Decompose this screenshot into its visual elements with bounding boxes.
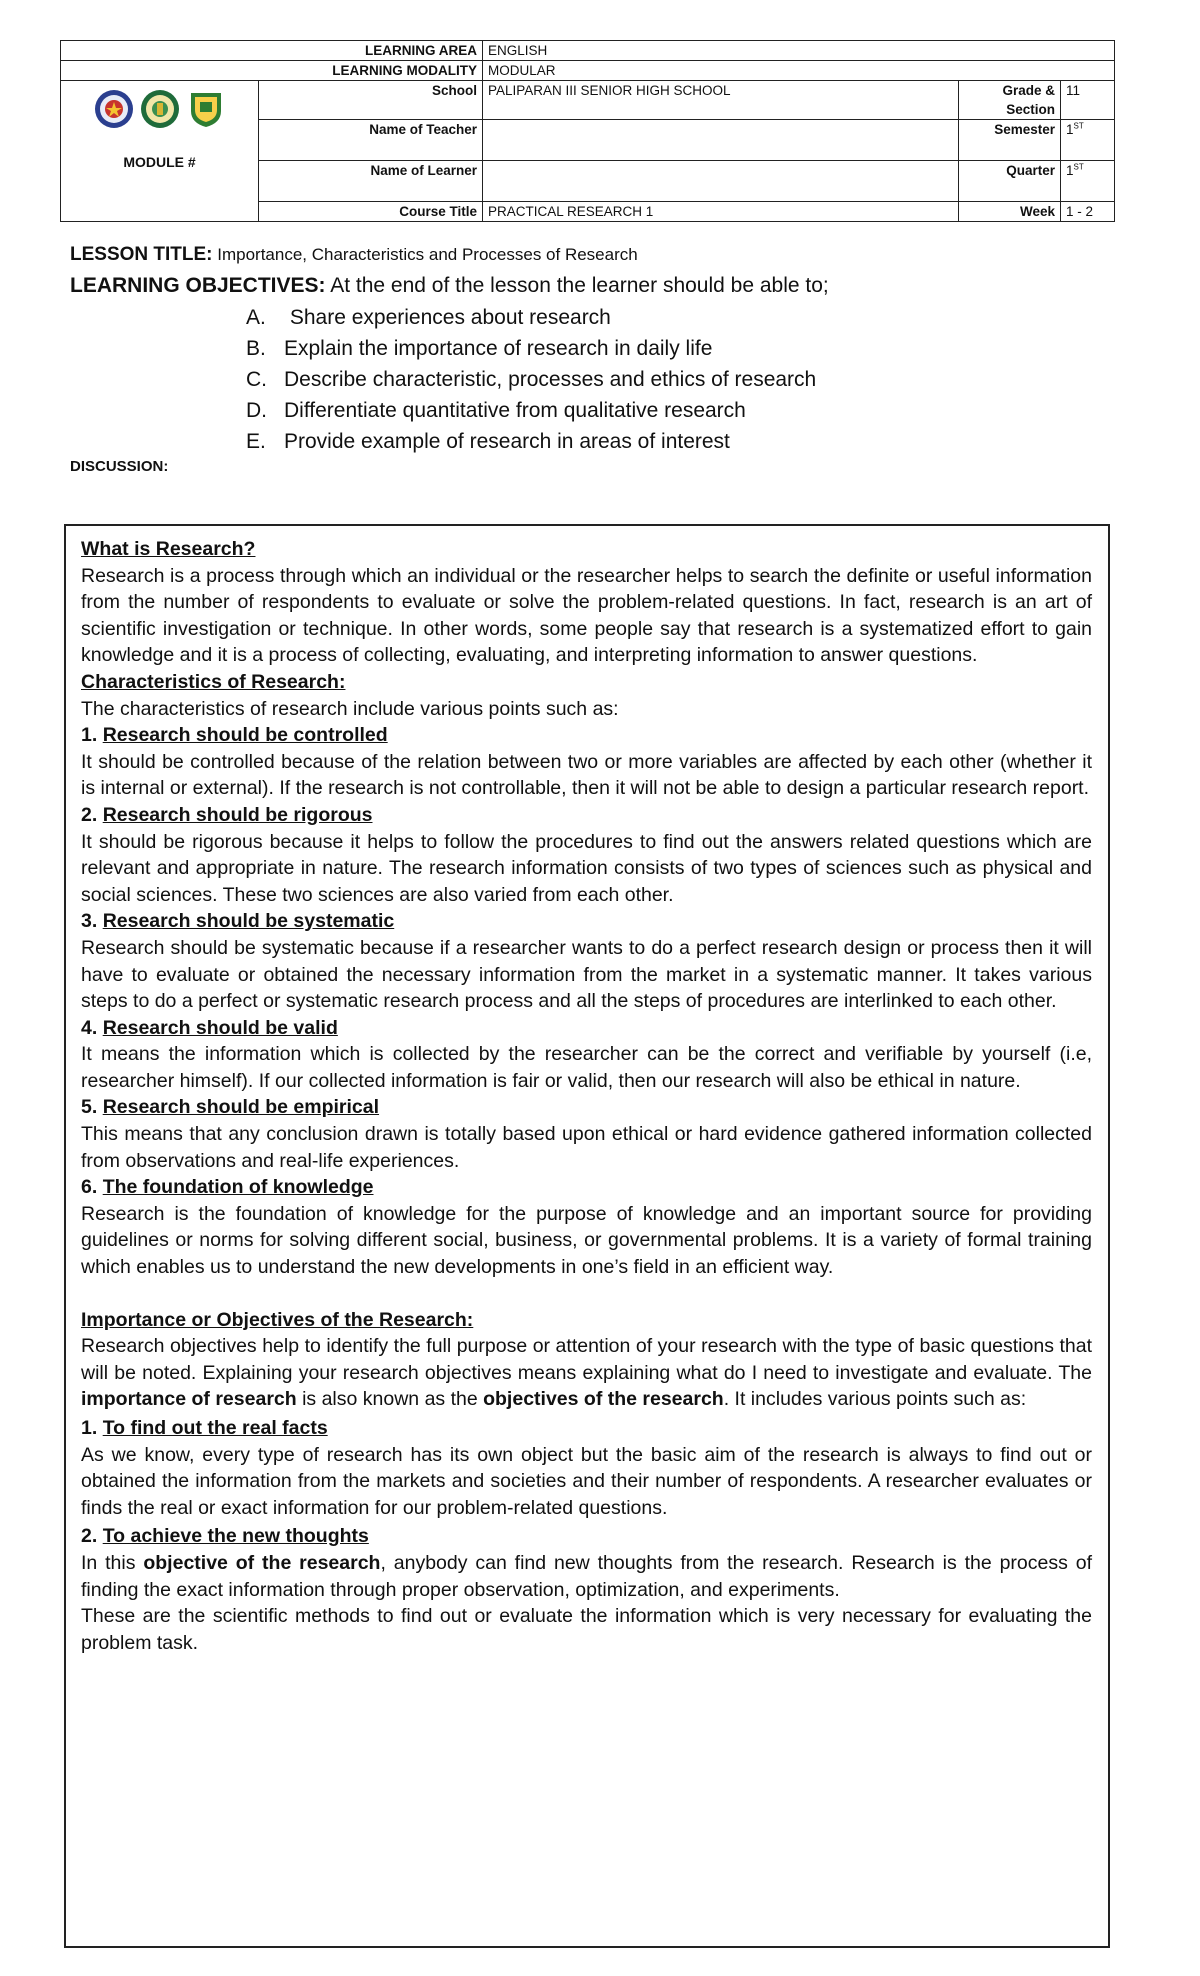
characteristics-intro: The characteristics of research include various points such as: — [81, 697, 619, 720]
objective-text: Share experiences about research — [284, 306, 611, 329]
semester-value: 1ST — [1061, 120, 1115, 161]
characteristic-text: Research is the foundation of knowledge for the purpose of knowledge and an important source for providing guidelines or norms for solving different social, business, or governmental problems. It is a variety of formal training which enables us to understand the new developments in one’s field in an efficient way. — [81, 1202, 1092, 1279]
week-value: 1 - 2 — [1061, 202, 1115, 222]
module-header-table — [60, 40, 1115, 222]
objective-text: Differentiate quantitative from qualitative research — [284, 399, 746, 422]
objective-letter: A. — [246, 306, 266, 329]
learning-objectives — [70, 274, 829, 298]
week-label: Week — [959, 202, 1061, 222]
objectives-list — [246, 302, 816, 457]
quarter-label: Quarter — [959, 161, 1061, 202]
school-logo-icon — [186, 89, 226, 129]
objective-text: Describe characteristic, processes and ethics of research — [284, 368, 817, 391]
learner-value[interactable] — [483, 161, 959, 202]
semester-label: Semester — [959, 120, 1061, 161]
learning-area-label: LEARNING AREA — [61, 41, 483, 61]
course-title-label: Course Title — [259, 202, 483, 222]
deped-seal-icon — [94, 89, 134, 129]
importance-text: Research objectives help to identify the full purpose or attention of your research with the type of basic questions that will be noted. Explaining your research objectives means explaining what do I need to investigate and evaluate. The importance of research is also known as the objectives of the research. It includes various points such as: — [81, 1335, 1092, 1411]
school-value: PALIPARAN III SENIOR HIGH SCHOOL — [483, 81, 959, 120]
importance-heading: Importance or Objectives of the Research: — [81, 1308, 474, 1331]
lesson-title-label: LESSON TITLE: — [70, 244, 213, 265]
characteristic-text: It means the information which is collected by the researcher can be the correct and verifiable by yourself (i.e, researcher himself). If our collected information is fair or valid, then our research will also be ethical in nature. — [81, 1043, 1092, 1092]
objective-item — [246, 333, 816, 364]
importance-item-text: These are the scientific methods to find out or evaluate the information which is very necessary for evaluating the problem task. — [81, 1605, 1092, 1654]
learning-objectives-label: LEARNING OBJECTIVES: — [70, 274, 326, 297]
characteristic-title: 1. Research should be controlled — [81, 724, 388, 747]
importance-item-text: In this objective of the research, anybody can find new thoughts from the research. Research is the process of finding the exact information through proper observation, optimization, and experiments. — [81, 1551, 1092, 1601]
characteristic-title: 4. Research should be valid — [81, 1016, 338, 1039]
what-is-research-text: Research is a process through which an individual or the researcher helps to search the definite or useful information from the number of respondents to evaluate or solve the problem-related questions. In fact, research is an art of scientific investigation or technique. In other words, some people say that research is a systematized effort to gain knowledge and it is a process of collecting, evaluating, and interpreting information to answer questions. — [81, 564, 1092, 667]
lesson-title-text: Importance, Characteristics and Processes of Research — [217, 245, 638, 264]
objective-item — [246, 302, 816, 333]
teacher-label: Name of Teacher — [259, 120, 483, 161]
objective-text: Provide example of research in areas of interest — [284, 430, 730, 453]
objective-text: Explain the importance of research in daily life — [284, 337, 713, 360]
objective-letter: C. — [246, 368, 267, 391]
learner-label: Name of Learner — [259, 161, 483, 202]
discussion-label: DISCUSSION: — [70, 458, 169, 475]
characteristic-text: It should be rigorous because it helps to follow the procedures to find out the answers related questions which are relevant and appropriate in nature. The research information consists of two types of sciences such as physical and social sciences. These two sciences are also varied from each other. — [81, 830, 1092, 906]
characteristic-title: 6. The foundation of knowledge — [81, 1176, 374, 1199]
objective-letter: B. — [246, 337, 266, 360]
school-label: School — [259, 81, 483, 120]
learning-modality-label: LEARNING MODALITY — [61, 61, 483, 81]
grade-section-value: 11 — [1061, 81, 1115, 120]
module-number-label: MODULE # — [123, 154, 196, 170]
learning-objectives-intro: At the end of the lesson the learner should be able to; — [330, 274, 829, 297]
logos-row — [61, 89, 258, 129]
objective-letter: E. — [246, 430, 266, 453]
characteristic-title: 2. Research should be rigorous — [81, 803, 373, 826]
division-seal-icon — [140, 89, 180, 129]
importance-item-title: 2. To achieve the new thoughts — [81, 1525, 369, 1548]
lesson-title — [70, 244, 638, 266]
importance-item-text: As we know, every type of research has its own object but the basic aim of the research is always to find out or obtained the information from the markets and societies and their number of respondents. A researcher evaluates or finds the real or exact information for our problem-related questions. — [81, 1443, 1092, 1519]
course-title-value: PRACTICAL RESEARCH 1 — [483, 202, 959, 222]
objective-item — [246, 426, 816, 457]
objective-item — [246, 395, 816, 426]
characteristics-heading: Characteristics of Research: — [81, 670, 346, 693]
importance-item-title: 1. To find out the real facts — [81, 1417, 328, 1439]
objective-letter: D. — [246, 399, 267, 422]
characteristic-text: This means that any conclusion drawn is totally based upon ethical or hard evidence gathered information collected from observations and real-life experiences. — [81, 1123, 1092, 1172]
characteristic-title: 5. Research should be empirical — [81, 1096, 380, 1119]
logo-module-cell — [61, 81, 259, 222]
quarter-value: 1ST — [1061, 161, 1115, 202]
grade-section-label: Grade & Section — [959, 81, 1061, 120]
characteristic-text: Research should be systematic because if a researcher wants to do a perfect research design or process then it will have to evaluate or obtained the necessary information from the market in a systematic manner. It takes various steps to do a perfect or systematic research process and all the steps of procedures are interlinked to each other. — [81, 936, 1092, 1013]
teacher-value[interactable] — [483, 120, 959, 161]
characteristic-title: 3. Research should be systematic — [81, 910, 395, 933]
learning-modality-value: MODULAR — [483, 61, 1115, 81]
what-is-research-heading: What is Research? — [81, 538, 256, 560]
discussion-box — [64, 524, 1110, 1948]
objective-item — [246, 364, 816, 395]
characteristic-text: It should be controlled because of the relation between two or more variables are affected by each other (whether it is internal or external). If the research is not controllable, then it will not be able to design a particular research report. — [81, 750, 1092, 800]
learning-area-value: ENGLISH — [483, 41, 1115, 61]
